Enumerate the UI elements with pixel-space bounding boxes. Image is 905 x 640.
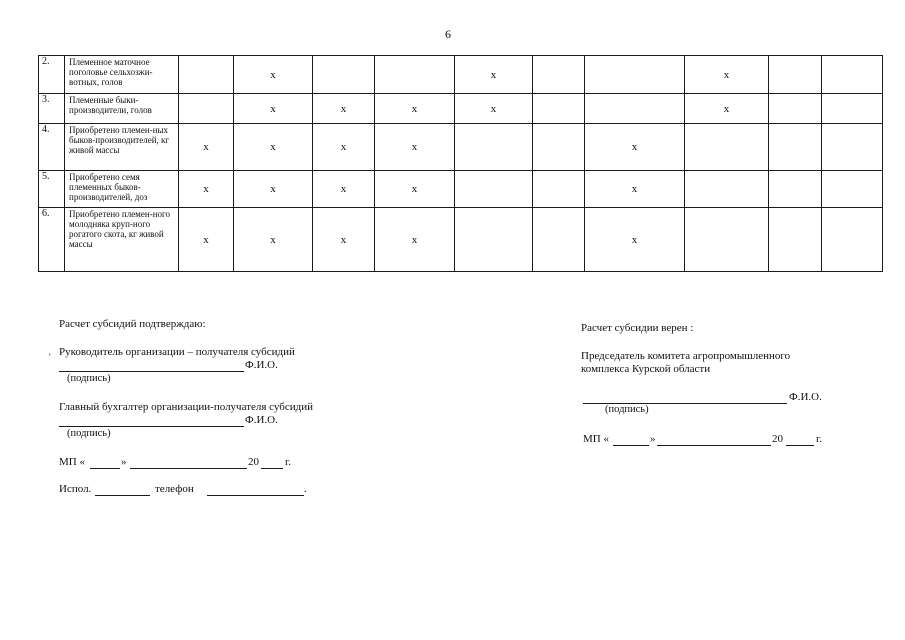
ispol-label: Испол. bbox=[59, 483, 92, 495]
mp-month-line-left[interactable] bbox=[130, 468, 247, 469]
table-cell: x bbox=[375, 124, 455, 171]
table-cell bbox=[533, 56, 585, 94]
mp-year-line-right[interactable] bbox=[786, 445, 814, 446]
table-row bbox=[39, 94, 883, 124]
table-cell bbox=[585, 56, 685, 94]
confirm-label: Расчет субсидий подтверждаю: bbox=[59, 318, 206, 330]
ispol-line[interactable] bbox=[95, 495, 150, 496]
table-cell: x bbox=[585, 124, 685, 171]
table-cell bbox=[822, 94, 883, 124]
table-cell bbox=[585, 94, 685, 124]
table-cell: x bbox=[179, 171, 234, 208]
table-cell bbox=[822, 56, 883, 94]
table-cell: x bbox=[375, 94, 455, 124]
table-cell bbox=[822, 171, 883, 208]
mp-suffix-left: г. bbox=[285, 456, 292, 468]
mp-year-right: 20 bbox=[772, 433, 783, 445]
mp-quote-left: » bbox=[121, 456, 127, 468]
table-cell: x bbox=[455, 94, 533, 124]
chair-fio: Ф.И.О. bbox=[789, 391, 822, 403]
row-label: Племенные быки-производители, голов bbox=[65, 94, 179, 124]
head-title: Руководитель организации – получателя субсидий bbox=[59, 346, 295, 358]
row-label: Приобретено племен-ных быков-производителей, кг живой массы bbox=[65, 124, 179, 171]
table-cell bbox=[769, 208, 822, 272]
table-row bbox=[39, 208, 883, 272]
subsidy-table bbox=[38, 55, 883, 272]
table-cell bbox=[375, 56, 455, 94]
table-cell: x bbox=[179, 124, 234, 171]
table-cell bbox=[769, 171, 822, 208]
table-cell: x bbox=[234, 124, 313, 171]
table-cell: x bbox=[685, 56, 769, 94]
table-cell bbox=[455, 171, 533, 208]
row-number: 3. bbox=[39, 94, 65, 124]
table-cell bbox=[822, 124, 883, 171]
mp-quote-right: » bbox=[650, 433, 656, 445]
table-cell: x bbox=[455, 56, 533, 94]
mp-year-line-left[interactable] bbox=[261, 468, 283, 469]
accountant-title: Главный бухгалтер организации-получателя субсидий bbox=[59, 401, 314, 413]
head-signature-line[interactable] bbox=[59, 371, 244, 372]
table-cell bbox=[769, 56, 822, 94]
table-cell bbox=[685, 124, 769, 171]
table-row bbox=[39, 124, 883, 171]
table-cell: x bbox=[234, 208, 313, 272]
mp-label-right: МП « bbox=[583, 433, 609, 445]
end-dot: . bbox=[304, 483, 307, 495]
phone-line[interactable] bbox=[207, 495, 304, 496]
table-row bbox=[39, 56, 883, 94]
row-label: Приобретено семя племенных быков-производителей, доз bbox=[65, 171, 179, 208]
mp-day-line-left[interactable] bbox=[90, 468, 120, 469]
table-cell: x bbox=[375, 171, 455, 208]
table-cell bbox=[533, 171, 585, 208]
accountant-sign-caption: (подпись) bbox=[67, 428, 111, 439]
table-cell bbox=[533, 208, 585, 272]
chair-title-line1: Председатель комитета агропромышленного bbox=[581, 350, 791, 362]
table-cell: x bbox=[685, 94, 769, 124]
chair-sign-caption: (подпись) bbox=[605, 404, 649, 415]
table-cell bbox=[455, 208, 533, 272]
table-cell: x bbox=[234, 94, 313, 124]
head-sign-caption: (подпись) bbox=[67, 373, 111, 384]
table-cell bbox=[769, 94, 822, 124]
correct-label: Расчет субсидии верен : bbox=[581, 322, 694, 334]
mp-day-line-right[interactable] bbox=[613, 445, 649, 446]
mp-year-left: 20 bbox=[248, 456, 259, 468]
row-number: 5. bbox=[39, 171, 65, 208]
table-cell bbox=[533, 94, 585, 124]
table-cell bbox=[179, 56, 234, 94]
table-cell: x bbox=[179, 208, 234, 272]
page-number: 6 bbox=[445, 27, 451, 41]
stray-mark: ' bbox=[49, 352, 51, 362]
row-number: 2. bbox=[39, 56, 65, 94]
table-cell: x bbox=[234, 56, 313, 94]
row-number: 4. bbox=[39, 124, 65, 171]
row-label: Племенное маточное поголовье сельхозжи-вотных, голов bbox=[65, 56, 179, 94]
table-cell bbox=[533, 124, 585, 171]
row-number: 6. bbox=[39, 208, 65, 272]
head-fio: Ф.И.О. bbox=[245, 359, 278, 371]
table-cell bbox=[769, 124, 822, 171]
row-label: Приобретено племен-ного молодняка круп-ного рогатого скота, кг живой массы bbox=[65, 208, 179, 272]
accountant-signature-line[interactable] bbox=[59, 426, 244, 427]
mp-month-line-right[interactable] bbox=[657, 445, 771, 446]
table-cell bbox=[455, 124, 533, 171]
table-cell: x bbox=[585, 208, 685, 272]
phone-label: телефон bbox=[155, 483, 194, 495]
table-cell: x bbox=[234, 171, 313, 208]
table-cell bbox=[822, 208, 883, 272]
table-cell: x bbox=[375, 208, 455, 272]
mp-label-left: МП « bbox=[59, 456, 85, 468]
table-cell bbox=[179, 94, 234, 124]
table-cell: x bbox=[313, 208, 375, 272]
table-row bbox=[39, 171, 883, 208]
mp-suffix-right: г. bbox=[816, 433, 823, 445]
table-cell bbox=[685, 171, 769, 208]
table-cell bbox=[685, 208, 769, 272]
table-cell bbox=[313, 56, 375, 94]
table-cell: x bbox=[313, 171, 375, 208]
accountant-fio: Ф.И.О. bbox=[245, 414, 278, 426]
table-cell: x bbox=[585, 171, 685, 208]
table-cell: x bbox=[313, 94, 375, 124]
chair-title-line2: комплекса Курской области bbox=[581, 363, 711, 375]
table-cell: x bbox=[313, 124, 375, 171]
